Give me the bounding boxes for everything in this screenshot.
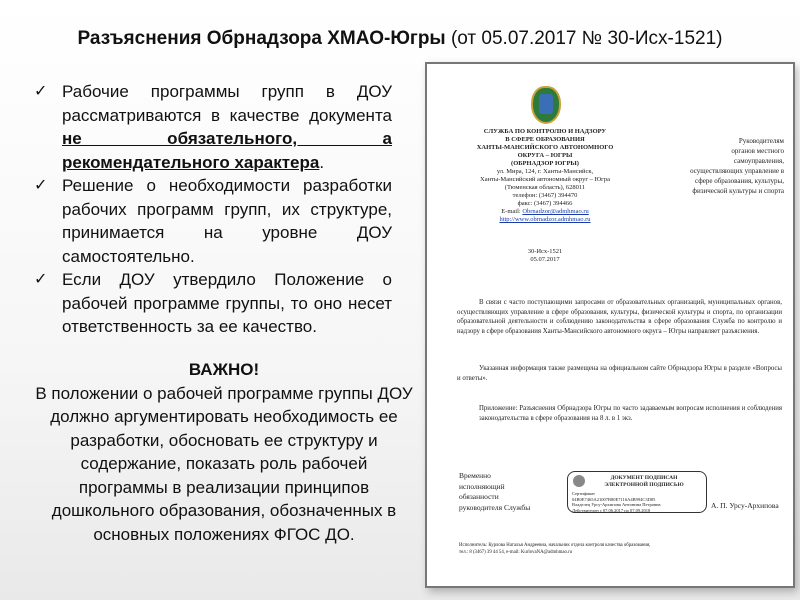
executor-line: Исполнитель: Курлова Наталья Андреевна, начальник отдела контроля качества образования, (459, 543, 651, 548)
position-line: исполняющий (459, 481, 505, 491)
executor (459, 542, 650, 556)
check-icon: ✓ (34, 177, 48, 194)
e-signature-stamp (567, 471, 707, 513)
recipient (649, 136, 784, 196)
date: 05.07.2017 (530, 256, 560, 263)
letter-number (445, 248, 645, 264)
bullet-text: Рабочие программы групп в ДОУ рассматриваются в качестве документа (62, 82, 392, 125)
stamp-line: Владелец Урсу-Архипова Антонина Петровна (572, 502, 661, 507)
address-line: Ханты-Мансийский автономный округ – Югра (480, 176, 610, 183)
bullet-text-end: . (319, 152, 325, 172)
address-line: факс: (3467) 394466 (517, 200, 573, 207)
position-line: обязанности (459, 492, 499, 501)
bullet-text: Если ДОУ утвердило Положение о рабочей программе группы, то оно несет ответственность за ее качество. (62, 270, 392, 336)
org-address (445, 168, 645, 224)
stamp-title: ЭЛЕКТРОННОЙ ПОДПИСЬЮ (604, 481, 684, 488)
executor-line: тел.: 8 (3467) 39 44 54, e-mail: KurlovaNA@admhmao.ru (459, 550, 573, 555)
check-icon: ✓ (34, 83, 48, 100)
org-name (445, 128, 645, 168)
recipient-line: органов местного (731, 147, 784, 155)
email-link[interactable]: Obrnadzor@admhmao.ru (522, 208, 589, 215)
org-line: В СФЕРЕ ОБРАЗОВАНИЯ (505, 136, 585, 143)
important-heading: ВАЖНО! (188, 360, 260, 379)
letter-attachment: Приложение: Разъяснения Обрнадзора Югры по часто задаваемым вопросам исполнения и соблюдения законодательства в сфере образования на 8 л. в 1 экз. (479, 405, 782, 422)
bullet-list (34, 80, 392, 339)
slide-title (0, 28, 800, 50)
position-line: Временно (459, 471, 491, 480)
bullet-item (34, 268, 392, 339)
emblem-icon (531, 86, 561, 124)
stamp-line: 04B0E7465A21007B80E7116A4B994C3D85 (572, 496, 656, 502)
address-line: телефон: (3467) 394470 (512, 192, 578, 199)
important-note (34, 358, 414, 546)
signer-name: А. П. Урсу-Архипова (711, 501, 779, 510)
bullet-text: Решение о необходимости разработки рабочих программ групп, их структуре, принимается на уровне ДОУ самостоятельно. (62, 176, 392, 266)
email-label: E-mail: (501, 208, 523, 215)
letter-paragraph: В связи с часто поступающими запросами от образовательных организаций, муниципальных органов, осуществляющих управление в сфере образования, культуры, физической культуры и спорта, по организации образовательной деятельности и соблюдению законодательства в сфере образования Служба по контролю и надзору в сфере образования Ханты-Мансийского автономного округа – Югры направляет разъяснения. (457, 299, 782, 336)
check-icon: ✓ (34, 271, 48, 288)
org-line: СЛУЖБА ПО КОНТРОЛЮ И НАДЗОРУ (483, 128, 607, 135)
letter-document-image (425, 62, 795, 588)
recipient-line: самоуправления, (733, 157, 784, 165)
number: 30-Исх-1521 (527, 248, 563, 255)
org-line: ХАНТЫ-МАНСИЙСКОГО АВТОНОМНОГО (476, 144, 614, 151)
position-line: руководителя Службы (459, 502, 531, 512)
important-text: В положении о рабочей программе группы ДОУ должно аргументировать необходимость ее разработки, обосновать ее структуру и содержание, показать роль рабочей программы в реализации принципов дошкольного образования, обозначенных в основных положениях ФГОС ДО. (35, 383, 413, 544)
bullet-item (34, 80, 392, 174)
recipient-line: осуществляющих управление в (690, 167, 784, 175)
website-link[interactable]: http://www.obrnadzor.admhmao.ru (499, 216, 591, 223)
recipient-line: Руководителям (738, 137, 784, 145)
bullet-emphasis: не обязательного, а рекомендательного характера (62, 129, 392, 172)
recipient-line: физической культуры и спорта (692, 187, 784, 195)
stamp-title: ДОКУМЕНТ ПОДПИСАН (610, 475, 678, 481)
recipient-line: сфере образования, культуры, (695, 177, 784, 185)
seal-icon (573, 475, 585, 487)
signer-position (459, 471, 530, 513)
address-line: (Тюменская область), 628011 (504, 184, 586, 191)
stamp-line: Сертификат (572, 491, 595, 496)
bullet-item (34, 174, 392, 268)
title-bold: Разъяснения Обрнадзора ХМАО-Югры (77, 28, 446, 49)
title-reference: (от 05.07.2017 № 30-Исх-1521) (445, 28, 723, 49)
letter-paragraph: Указанная информация также размещена на официальном сайте Обрнадзора Югры в разделе «Вопросы и ответы». (457, 365, 782, 382)
stamp-line: Действителен с 07.06.2017 по 07.09.2018 (572, 507, 651, 513)
org-line: ОКРУГА – ЮГРЫ (517, 152, 573, 159)
org-line: (ОБРНАДЗОР ЮГРЫ) (511, 160, 579, 167)
address-line: ул. Мира, 124, г. Ханты-Мансийск, (496, 168, 594, 175)
